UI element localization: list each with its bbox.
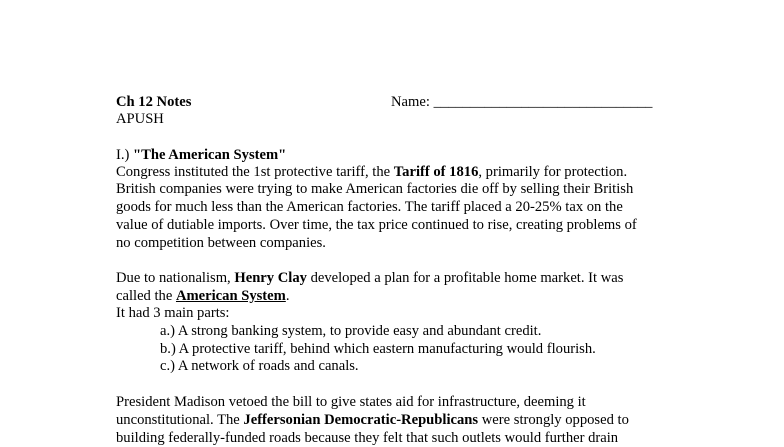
name-label: Name:	[391, 94, 430, 110]
name-blank-line: ______________________________	[433, 94, 653, 110]
paragraph-line: Congress instituted the 1st protective tariff, the Tariff of 1816, primarily for protection.	[116, 164, 628, 180]
section-heading: I.) "The American System"	[116, 147, 287, 163]
list-item: c.) A network of roads and canals.	[160, 358, 359, 374]
list-item: b.) A protective tariff, behind which eastern manufacturing would flourish.	[160, 341, 596, 357]
list-item: a.) A strong banking system, to provide easy and abundant credit.	[160, 323, 542, 339]
paragraph-line: value of dutiable imports. Over time, the tax price continued to rise, creating problems of	[116, 217, 637, 233]
notes-title: Ch 12 Notes	[116, 94, 192, 110]
name-field	[391, 94, 652, 111]
paragraph-line: President Madison vetoed the bill to give states aid for infrastructure, deeming it	[116, 394, 586, 410]
american-system-term: American System	[175, 288, 286, 304]
paragraph-line: called the American System.	[116, 288, 290, 304]
paragraph-line: no competition between companies.	[116, 235, 326, 251]
paragraph-line: building federally-funded roads because they felt that such outlets would further drain	[116, 430, 619, 446]
list-intro: It had 3 main parts:	[116, 305, 230, 321]
paragraph-line: Due to nationalism, Henry Clay developed a plan for a profitable home market. It was	[116, 270, 624, 286]
paragraph-line: goods for much less than the American factories. The tariff placed a 20-25% tax on the	[116, 199, 623, 215]
paragraph-line: unconstitutional. The Jeffersonian Democratic-Republicans were strongly opposed to	[116, 412, 629, 428]
paragraph-line: British companies were trying to make American factories die off by selling their British	[116, 181, 634, 197]
course-label: APUSH	[116, 111, 164, 127]
